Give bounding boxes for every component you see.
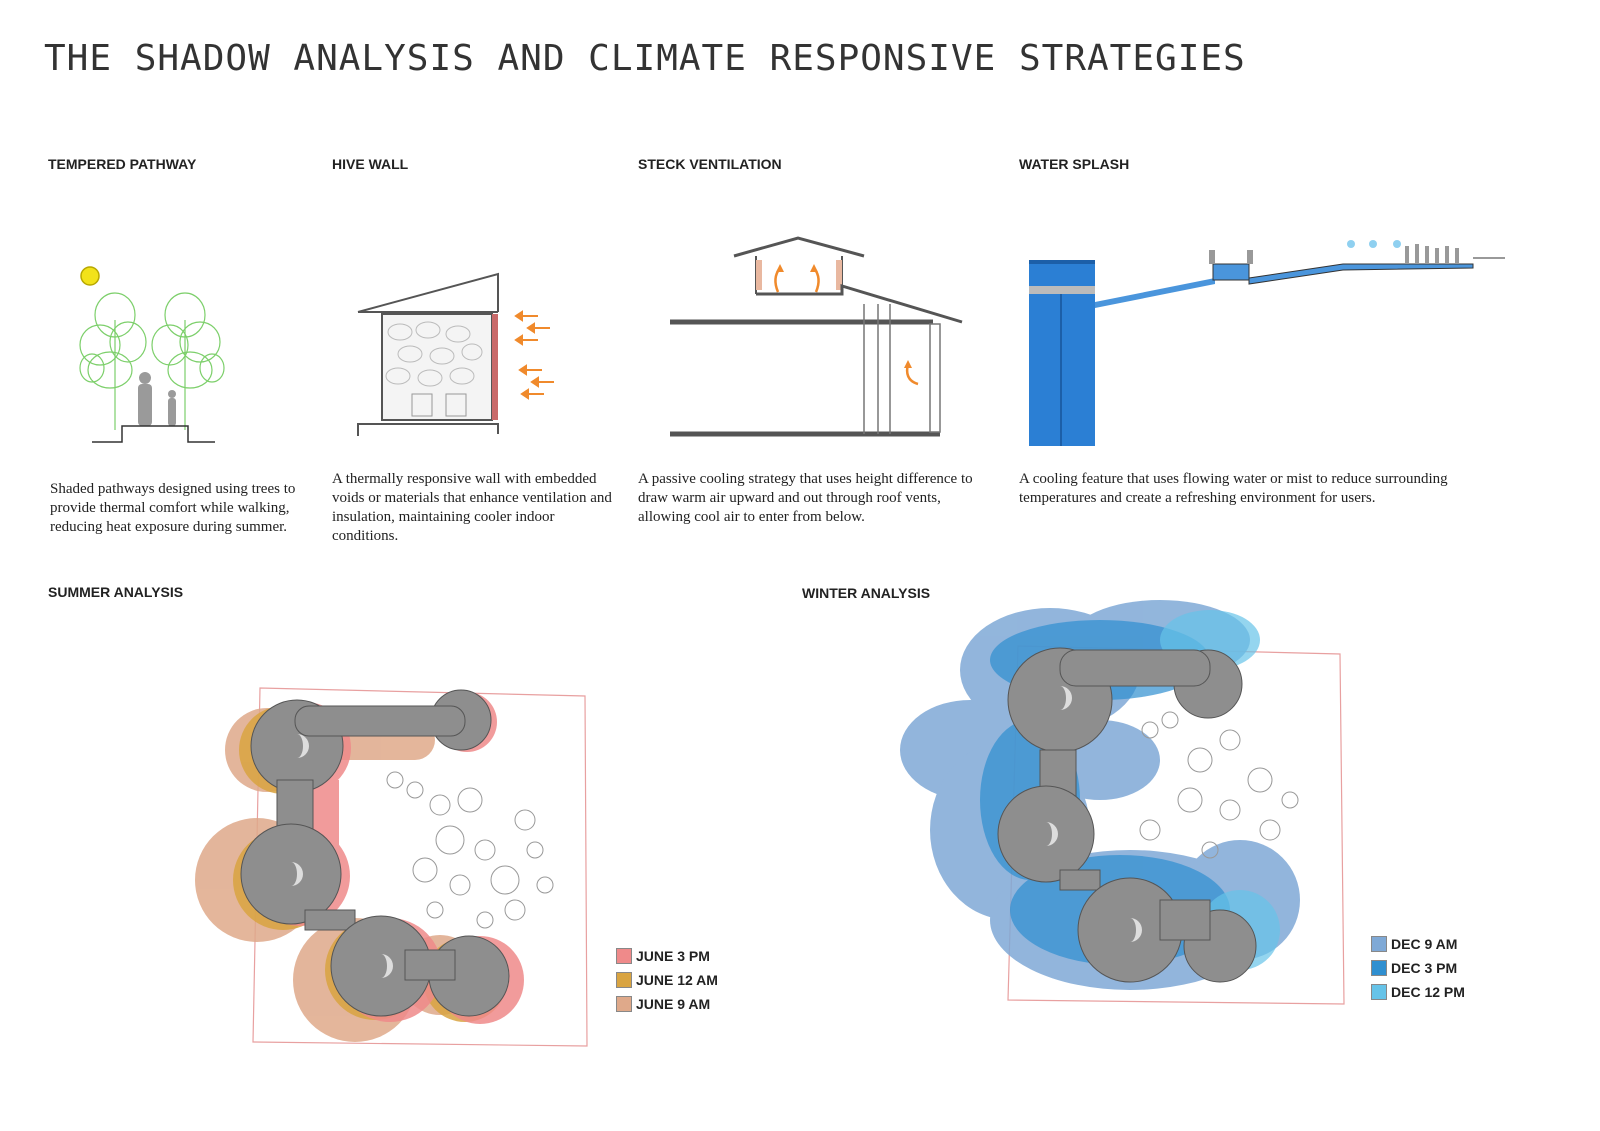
tempered-pathway-illustration (70, 260, 240, 450)
heading-water-splash: WATER SPLASH (1019, 156, 1130, 172)
swatch-dec-3pm (1371, 960, 1387, 976)
people-silhouette-icon (1209, 244, 1459, 264)
landscape-trees (387, 772, 553, 928)
description-water-splash: A cooling feature that uses flowing water or mist to reduce surrounding temperatures and create a refreshing environment for users. (1019, 471, 1448, 506)
legend-label: DEC 3 PM (1391, 960, 1458, 976)
legend-label: JUNE 9 AM (636, 996, 711, 1012)
mist-spray-icon (1347, 240, 1401, 248)
description-tempered-pathway: Shaded pathways designed using trees to provide thermal comfort while walking, reducing heat exposure during summer. (50, 481, 296, 535)
swatch-dec-9am (1371, 936, 1387, 952)
heading-tempered-pathway: TEMPERED PATHWAY (48, 156, 197, 172)
winter-legend (1371, 932, 1465, 1004)
summer-legend (616, 944, 718, 1016)
swatch-june-9am (616, 996, 632, 1012)
airflow-arrow-icon (516, 312, 554, 398)
summer-shadow-plan (185, 680, 605, 1060)
legend-item-june-9am (616, 992, 718, 1016)
warm-air-arrow-icon (775, 268, 918, 384)
winter-shadow-plan (900, 600, 1350, 1010)
hive-wall-panel (492, 314, 498, 420)
legend-label: JUNE 12 AM (636, 972, 718, 988)
heading-stack-ventilation: STECK VENTILATION (638, 156, 782, 172)
tree-left-icon (80, 293, 146, 430)
description-stack-ventilation: A passive cooling strategy that uses height difference to draw warm air upward and out through roof vents, allowing cool air to enter from below. (638, 471, 973, 525)
legend-item-june-3pm (616, 944, 718, 968)
stack-ventilation-illustration (668, 234, 968, 444)
water-splash-illustration (1025, 240, 1510, 448)
sun-icon (81, 267, 99, 285)
person-icon (138, 372, 176, 426)
heading-winter-analysis: WINTER ANALYSIS (802, 585, 931, 601)
description-hive-wall: A thermally responsive wall with embedded voids or materials that enhance ventilation and insulation, maintaining cooler indoor conditions. (332, 471, 612, 544)
legend-label: DEC 9 AM (1391, 936, 1458, 952)
legend-item-june-12am (616, 968, 718, 992)
legend-label: DEC 12 PM (1391, 984, 1465, 1000)
swatch-june-12am (616, 972, 632, 988)
tree-right-icon (152, 293, 224, 430)
hive-wall-illustration (350, 268, 565, 443)
legend-item-dec-12pm (1371, 980, 1465, 1004)
heading-summer-analysis: SUMMER ANALYSIS (48, 584, 184, 600)
page-title: THE SHADOW ANALYSIS AND CLIMATE RESPONSIVE STRATEGIES (44, 38, 1246, 79)
landscape-trees (1140, 712, 1298, 858)
legend-item-dec-3pm (1371, 956, 1465, 980)
heading-hive-wall: HIVE WALL (332, 156, 409, 172)
legend-label: JUNE 3 PM (636, 948, 710, 964)
swatch-june-3pm (616, 948, 632, 964)
swatch-dec-12pm (1371, 984, 1387, 1000)
legend-item-dec-9am (1371, 932, 1465, 956)
